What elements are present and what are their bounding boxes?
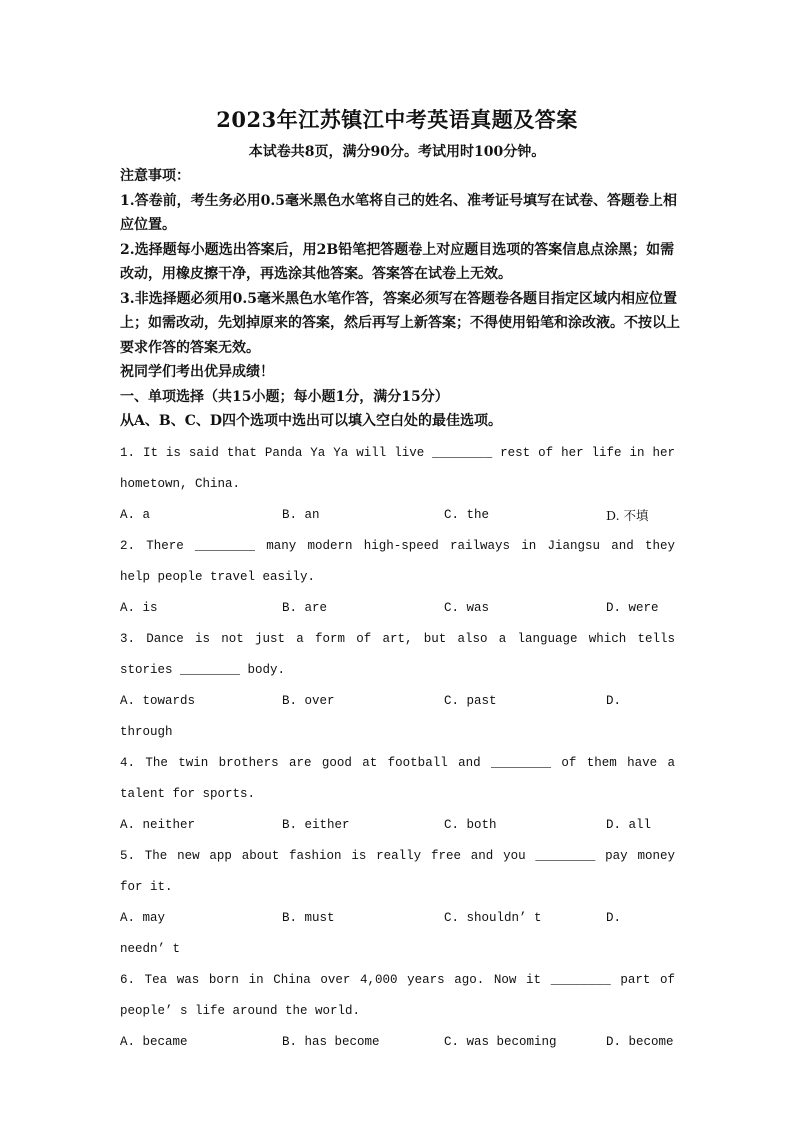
- option-d-wrap: needn’ t: [120, 942, 181, 956]
- question-text: 1. It is said that Panda Ya Ya will live ________ rest of her life in her hometown, China.: [120, 446, 675, 491]
- notes-item-2: 2.选择题每小题选出答案后，用2B铅笔把答题卷上对应题目选项的答案信息点涂黑；如需改动，用橡皮擦干净，再选涂其他答案。答案答在试卷上无效。: [120, 241, 675, 282]
- option-b: B. an: [282, 508, 320, 522]
- option-b: B. are: [282, 601, 328, 615]
- page-title: 2023年江苏镇江中考英语真题及答案: [216, 107, 578, 132]
- question-text: 3. Dance is not just a form of art, but also a language which tells stories ________ body.: [120, 632, 675, 677]
- option-c: C. the: [444, 508, 490, 522]
- option-a: A. may: [120, 911, 166, 925]
- section-heading: 一、单项选择（共15小题；每小题1分，满分15分）: [120, 388, 449, 405]
- option-c: C. shouldn’ t: [444, 911, 542, 925]
- option-row: [120, 593, 675, 624]
- option-a: A. is: [120, 601, 158, 615]
- question-4: [120, 748, 675, 841]
- question-text: 5. The new app about fashion is really free and you ________ pay money for it.: [120, 849, 675, 894]
- option-row: [120, 903, 675, 934]
- option-a: A. towards: [120, 694, 196, 708]
- question-text: 6. Tea was born in China over 4,000 years ago. Now it ________ part of people’ s life around the world.: [120, 973, 675, 1018]
- question-1: [120, 438, 675, 531]
- option-d: D. were: [606, 601, 659, 615]
- question-6: [120, 965, 675, 1058]
- option-d: D.: [606, 911, 622, 925]
- option-c: C. was becoming: [444, 1035, 557, 1049]
- option-b: B. either: [282, 818, 350, 832]
- page-subtitle: 本试卷共8页，满分90分。考试用时100分钟。: [248, 144, 546, 160]
- option-c: C. both: [444, 818, 497, 832]
- option-d: D. all: [606, 818, 652, 832]
- option-c: C. was: [444, 601, 490, 615]
- notes-item-3: 3.非选择题必须用0.5毫米黑色水笔作答，答案必须写在答题卷各题目指定区域内相应位置上；如需改动，先划掉原来的答案，然后再写上新答案；不得使用铅笔和涂改液。不按以上要求作答的答案无效。: [120, 290, 680, 356]
- option-a: A. neither: [120, 818, 196, 832]
- option-b: B. must: [282, 911, 335, 925]
- option-row: [120, 1027, 675, 1058]
- wish-line: 祝同学们考出优异成绩！: [120, 364, 274, 380]
- notes-block: [120, 164, 680, 434]
- option-d-wrap: through: [120, 725, 173, 739]
- option-row: [120, 810, 675, 841]
- option-b: B. has become: [282, 1035, 380, 1049]
- option-row: [120, 686, 675, 717]
- question-2: [120, 531, 675, 624]
- option-c: C. past: [444, 694, 497, 708]
- section-instruction: 从A、B、C、D四个选项中选出可以填入空白处的最佳选项。: [120, 413, 502, 429]
- option-a: A. a: [120, 508, 151, 522]
- option-a: A. became: [120, 1035, 188, 1049]
- notes-item-1: 1.答卷前，考生务必用0.5毫米黑色水笔将自己的姓名、准考证号填写在试卷、答题卷上相应位置。: [120, 192, 677, 233]
- question-text: 4. The twin brothers are good at football and ________ of them have a talent for sports.: [120, 756, 675, 801]
- option-d: D. become: [606, 1035, 674, 1049]
- question-text: 2. There ________ many modern high-speed railways in Jiangsu and they help people travel easily.: [120, 539, 675, 584]
- option-b: B. over: [282, 694, 335, 708]
- question-3: [120, 624, 675, 748]
- question-list: [120, 438, 675, 1058]
- option-row: [120, 500, 675, 531]
- notes-heading: 注意事项：: [120, 168, 190, 184]
- option-d: D.: [606, 694, 622, 708]
- question-5: [120, 841, 675, 965]
- option-d: D. 不填: [606, 508, 649, 523]
